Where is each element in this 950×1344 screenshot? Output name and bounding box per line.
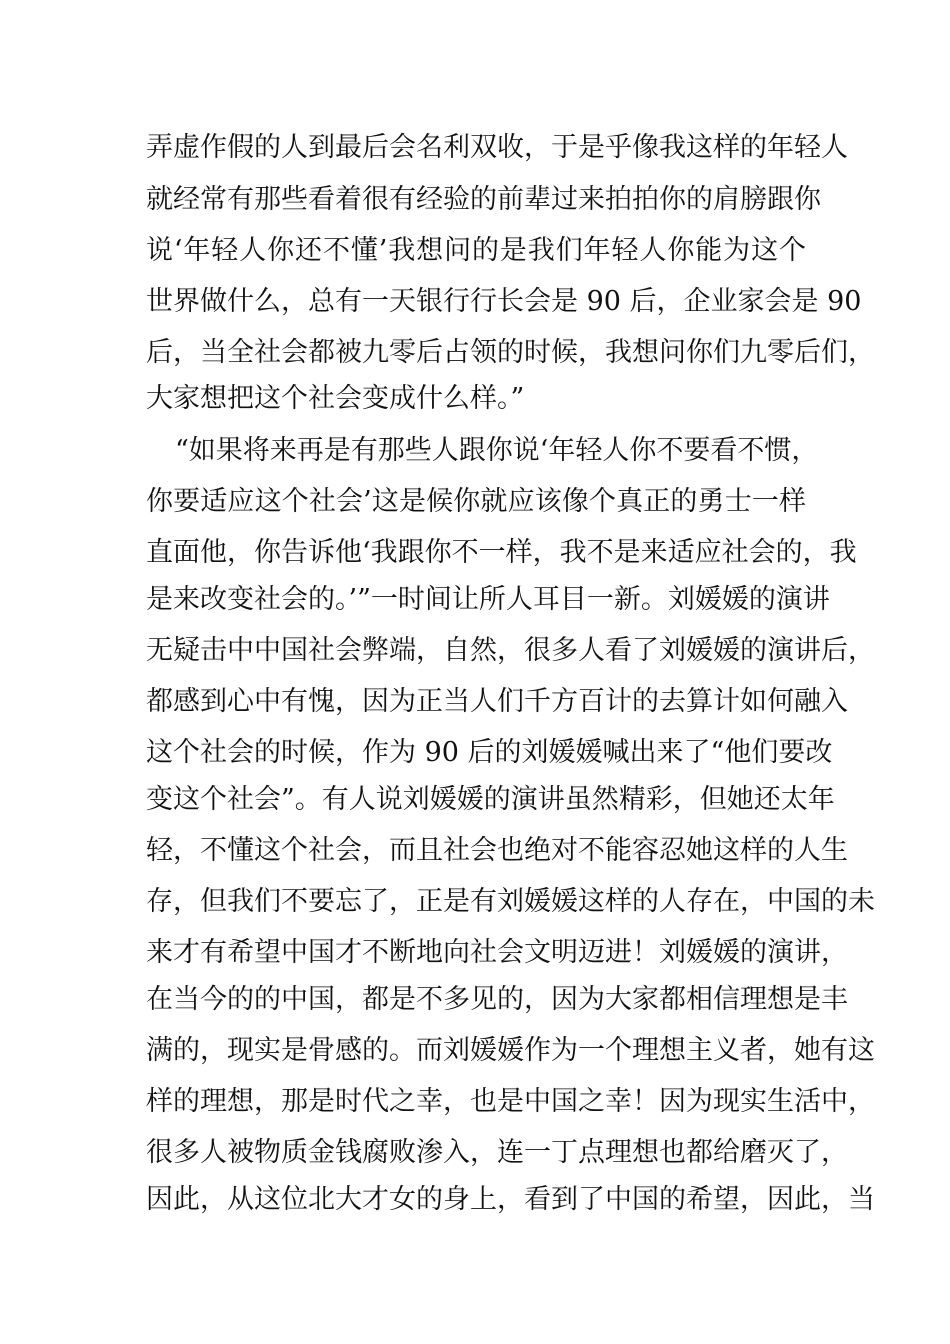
- text-line: 直面他，你告诉他‘我跟你不一样，我不是来适应社会的，我: [146, 537, 857, 568]
- text-line: 后，当全社会都被九零后占领的时候，我想问你们九零后们，: [146, 337, 875, 368]
- text-line: 很多人被物质金钱腐败渗入，连一丁点理想也都给磨灭了，: [146, 1137, 848, 1168]
- text-line: 你要适应这个社会’这是候你就应该像个真正的勇士一样: [146, 486, 806, 517]
- text-line: 存，但我们不要忘了，正是有刘媛媛这样的人存在，中国的未: [146, 886, 875, 917]
- text-line: 弄虚作假的人到最后会名利双收，于是乎像我这样的年轻人: [146, 132, 848, 163]
- text-line: 是来改变社会的。’”一时间让所人耳目一新。刘媛媛的演讲: [146, 584, 830, 615]
- text-line: 轻，不懂这个社会，而且社会也绝对不能容忍她这样的人生: [146, 835, 848, 866]
- text-line: 说‘年轻人你还不懂’我想问的是我们年轻人你能为这个: [146, 235, 806, 266]
- text-line: 变这个社会”。有人说刘媛媛的演讲虽然精彩，但她还太年: [146, 784, 835, 815]
- text-line: 样的理想，那是时代之幸，也是中国之幸！因为现实生活中，: [146, 1086, 875, 1117]
- text-line: 这个社会的时候，作为 90 后的刘媛媛喊出来了“他们要改: [146, 737, 833, 768]
- text-line: 世界做什么，总有一天银行行长会是 90 后，企业家会是 90: [146, 286, 862, 317]
- text-line: 无疑击中中国社会弊端，自然，很多人看了刘媛媛的演讲后，: [146, 635, 875, 666]
- text-line: “如果将来再是有那些人跟你说‘年轻人你不要看不惯，: [175, 435, 819, 466]
- text-line: 大家想把这个社会变成什么样。”: [146, 383, 525, 414]
- text-line: 都感到心中有愧，因为正当人们千方百计的去算计如何融入: [146, 686, 848, 717]
- text-line: 在当今的的中国，都是不多见的，因为大家都相信理想是丰: [146, 984, 848, 1015]
- text-line: 来才有希望中国才不断地向社会文明迈进！刘媛媛的演讲，: [146, 937, 848, 968]
- text-line: 满的，现实是骨感的。而刘媛媛作为一个理想主义者，她有这: [146, 1035, 875, 1066]
- text-line: 因此，从这位北大才女的身上，看到了中国的希望，因此，当: [146, 1184, 875, 1215]
- text-line: 就经常有那些看着很有经验的前辈过来拍拍你的肩膀跟你: [146, 184, 821, 215]
